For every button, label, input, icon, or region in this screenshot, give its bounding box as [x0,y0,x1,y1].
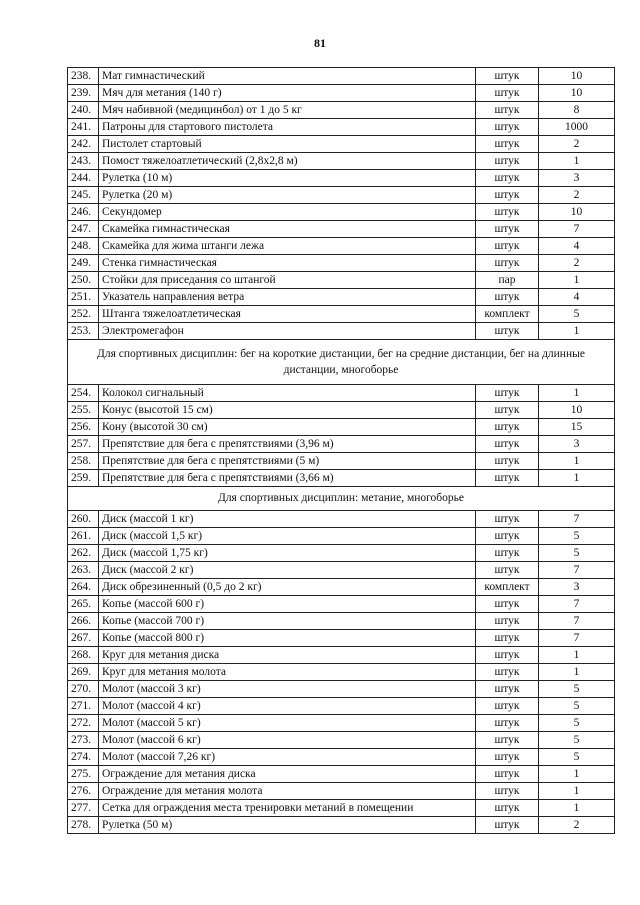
row-number-cell: 278. [68,817,99,834]
item-name-cell: Стенка гимнастическая [99,255,476,272]
row-number-cell: 259. [68,470,99,487]
quantity-cell: 3 [539,579,615,596]
item-name-cell: Скамейка для жима штанги лежа [99,238,476,255]
table-row [68,255,615,272]
unit-cell: штук [476,385,539,402]
item-name-cell: Диск (массой 2 кг) [99,562,476,579]
table-row [68,664,615,681]
quantity-cell: 7 [539,596,615,613]
row-number-cell: 253. [68,323,99,340]
unit-cell: штук [476,170,539,187]
table-row [68,800,615,817]
row-number-cell: 245. [68,187,99,204]
quantity-cell: 5 [539,306,615,323]
row-number-cell: 258. [68,453,99,470]
unit-cell: штук [476,153,539,170]
quantity-cell: 4 [539,289,615,306]
row-number-cell: 273. [68,732,99,749]
row-number-cell: 256. [68,419,99,436]
quantity-cell: 2 [539,255,615,272]
unit-cell: штук [476,698,539,715]
table-row [68,630,615,647]
unit-cell: штук [476,681,539,698]
item-name-cell: Сетка для ограждения места тренировки метаний в помещении [99,800,476,817]
quantity-cell: 15 [539,419,615,436]
row-number-cell: 260. [68,511,99,528]
quantity-cell: 1 [539,272,615,289]
quantity-cell: 5 [539,732,615,749]
unit-cell: штук [476,470,539,487]
quantity-cell: 5 [539,749,615,766]
unit-cell: штук [476,528,539,545]
quantity-cell: 5 [539,528,615,545]
table-row [68,306,615,323]
unit-cell: штук [476,238,539,255]
table-row [68,85,615,102]
row-number-cell: 268. [68,647,99,664]
unit-cell: штук [476,436,539,453]
quantity-cell: 10 [539,204,615,221]
quantity-cell: 10 [539,85,615,102]
section-header-row [68,340,615,385]
quantity-cell: 1 [539,385,615,402]
table-row [68,136,615,153]
item-name-cell: Кону (высотой 30 см) [99,419,476,436]
item-name-cell: Молот (массой 3 кг) [99,681,476,698]
item-name-cell: Копье (массой 700 г) [99,613,476,630]
row-number-cell: 269. [68,664,99,681]
unit-cell: штук [476,119,539,136]
item-name-cell: Указатель направления ветра [99,289,476,306]
row-number-cell: 263. [68,562,99,579]
unit-cell: штук [476,102,539,119]
row-number-cell: 249. [68,255,99,272]
item-name-cell: Диск (массой 1,5 кг) [99,528,476,545]
item-name-cell: Круг для метания диска [99,647,476,664]
item-name-cell: Диск обрезиненный (0,5 до 2 кг) [99,579,476,596]
quantity-cell: 1 [539,453,615,470]
quantity-cell: 1 [539,766,615,783]
row-number-cell: 275. [68,766,99,783]
unit-cell: штук [476,715,539,732]
unit-cell: штук [476,732,539,749]
table-row [68,613,615,630]
table-row [68,238,615,255]
table-row [68,562,615,579]
table-row [68,511,615,528]
quantity-cell: 10 [539,402,615,419]
item-name-cell: Диск (массой 1 кг) [99,511,476,528]
unit-cell: штук [476,664,539,681]
row-number-cell: 251. [68,289,99,306]
row-number-cell: 243. [68,153,99,170]
unit-cell: штук [476,596,539,613]
item-name-cell: Диск (массой 1,75 кг) [99,545,476,562]
table-row [68,170,615,187]
unit-cell: штук [476,562,539,579]
item-name-cell: Мат гимнастический [99,68,476,85]
table-row [68,596,615,613]
quantity-cell: 2 [539,817,615,834]
row-number-cell: 242. [68,136,99,153]
unit-cell: штук [476,613,539,630]
table-row [68,453,615,470]
unit-cell: штук [476,323,539,340]
unit-cell: штук [476,85,539,102]
item-name-cell: Копье (массой 600 г) [99,596,476,613]
row-number-cell: 266. [68,613,99,630]
item-name-cell: Электромегафон [99,323,476,340]
item-name-cell: Стойки для приседания со штангой [99,272,476,289]
item-name-cell: Пистолет стартовый [99,136,476,153]
item-name-cell: Ограждение для метания диска [99,766,476,783]
quantity-cell: 5 [539,715,615,732]
quantity-cell: 10 [539,68,615,85]
row-number-cell: 254. [68,385,99,402]
row-number-cell: 265. [68,596,99,613]
row-number-cell: 239. [68,85,99,102]
table-row [68,289,615,306]
table-row [68,715,615,732]
unit-cell: комплект [476,306,539,323]
table-row [68,436,615,453]
unit-cell: штук [476,453,539,470]
unit-cell: штук [476,68,539,85]
item-name-cell: Колокол сигнальный [99,385,476,402]
quantity-cell: 1 [539,783,615,800]
row-number-cell: 255. [68,402,99,419]
table-row [68,402,615,419]
row-number-cell: 247. [68,221,99,238]
unit-cell: штук [476,749,539,766]
item-name-cell: Рулетка (10 м) [99,170,476,187]
quantity-cell: 1 [539,470,615,487]
unit-cell: штук [476,136,539,153]
unit-cell: штук [476,255,539,272]
item-name-cell: Скамейка гимнастическая [99,221,476,238]
quantity-cell: 3 [539,170,615,187]
table-row [68,102,615,119]
unit-cell: штук [476,630,539,647]
quantity-cell: 5 [539,698,615,715]
table-row [68,579,615,596]
row-number-cell: 252. [68,306,99,323]
table-row [68,749,615,766]
table-row [68,470,615,487]
row-number-cell: 271. [68,698,99,715]
table-row [68,204,615,221]
item-name-cell: Препятствие для бега с препятствиями (5 м) [99,453,476,470]
unit-cell: комплект [476,579,539,596]
table-row [68,419,615,436]
page-number: 81 [314,36,326,50]
item-name-cell: Копье (массой 800 г) [99,630,476,647]
unit-cell: штук [476,766,539,783]
table-row [68,385,615,402]
item-name-cell: Молот (массой 5 кг) [99,715,476,732]
item-name-cell: Препятствие для бега с препятствиями (3,66 м) [99,470,476,487]
quantity-cell: 5 [539,681,615,698]
item-name-cell: Рулетка (50 м) [99,817,476,834]
quantity-cell: 7 [539,630,615,647]
quantity-cell: 1000 [539,119,615,136]
unit-cell: штук [476,783,539,800]
table-row [68,323,615,340]
quantity-cell: 1 [539,323,615,340]
row-number-cell: 272. [68,715,99,732]
unit-cell: штук [476,221,539,238]
row-number-cell: 244. [68,170,99,187]
item-name-cell: Помост тяжелоатлетический (2,8х2,8 м) [99,153,476,170]
section-title: Для спортивных дисциплин: бег на короткие дистанции, бег на средние дистанции, бег на длинные дистанции, многоборье [68,340,615,385]
quantity-cell: 2 [539,136,615,153]
quantity-cell: 7 [539,562,615,579]
unit-cell: штук [476,545,539,562]
quantity-cell: 1 [539,647,615,664]
quantity-cell: 1 [539,800,615,817]
item-name-cell: Конус (высотой 15 см) [99,402,476,419]
table-row [68,119,615,136]
unit-cell: штук [476,511,539,528]
table-row [68,698,615,715]
quantity-cell: 4 [539,238,615,255]
equipment-table [67,67,615,834]
row-number-cell: 248. [68,238,99,255]
item-name-cell: Молот (массой 6 кг) [99,732,476,749]
quantity-cell: 3 [539,436,615,453]
table-row [68,221,615,238]
table-row [68,545,615,562]
quantity-cell: 7 [539,221,615,238]
table-row [68,766,615,783]
table-row [68,732,615,749]
unit-cell: штук [476,187,539,204]
table-row [68,153,615,170]
item-name-cell: Патроны для стартового пистолета [99,119,476,136]
unit-cell: штук [476,800,539,817]
table-row [68,647,615,664]
table-row [68,187,615,204]
quantity-cell: 1 [539,153,615,170]
row-number-cell: 261. [68,528,99,545]
table-row [68,68,615,85]
row-number-cell: 262. [68,545,99,562]
item-name-cell: Мяч набивной (медицинбол) от 1 до 5 кг [99,102,476,119]
table-row [68,681,615,698]
row-number-cell: 257. [68,436,99,453]
unit-cell: штук [476,647,539,664]
row-number-cell: 274. [68,749,99,766]
item-name-cell: Молот (массой 4 кг) [99,698,476,715]
item-name-cell: Секундомер [99,204,476,221]
table-row [68,272,615,289]
item-name-cell: Круг для метания молота [99,664,476,681]
quantity-cell: 7 [539,613,615,630]
row-number-cell: 264. [68,579,99,596]
table-row [68,528,615,545]
row-number-cell: 250. [68,272,99,289]
table-row [68,817,615,834]
row-number-cell: 267. [68,630,99,647]
item-name-cell: Рулетка (20 м) [99,187,476,204]
row-number-cell: 276. [68,783,99,800]
unit-cell: штук [476,204,539,221]
quantity-cell: 1 [539,664,615,681]
quantity-cell: 5 [539,545,615,562]
equipment-table-body [68,68,615,834]
unit-cell: штук [476,817,539,834]
quantity-cell: 8 [539,102,615,119]
unit-cell: штук [476,419,539,436]
quantity-cell: 2 [539,187,615,204]
item-name-cell: Ограждение для метания молота [99,783,476,800]
unit-cell: штук [476,289,539,306]
item-name-cell: Штанга тяжелоатлетическая [99,306,476,323]
unit-cell: пар [476,272,539,289]
row-number-cell: 246. [68,204,99,221]
item-name-cell: Мяч для метания (140 г) [99,85,476,102]
section-title: Для спортивных дисциплин: метание, многоборье [68,487,615,511]
row-number-cell: 240. [68,102,99,119]
row-number-cell: 241. [68,119,99,136]
item-name-cell: Молот (массой 7,26 кг) [99,749,476,766]
row-number-cell: 270. [68,681,99,698]
item-name-cell: Препятствие для бега с препятствиями (3,96 м) [99,436,476,453]
table-row [68,783,615,800]
row-number-cell: 238. [68,68,99,85]
row-number-cell: 277. [68,800,99,817]
unit-cell: штук [476,402,539,419]
section-header-row [68,487,615,511]
quantity-cell: 7 [539,511,615,528]
